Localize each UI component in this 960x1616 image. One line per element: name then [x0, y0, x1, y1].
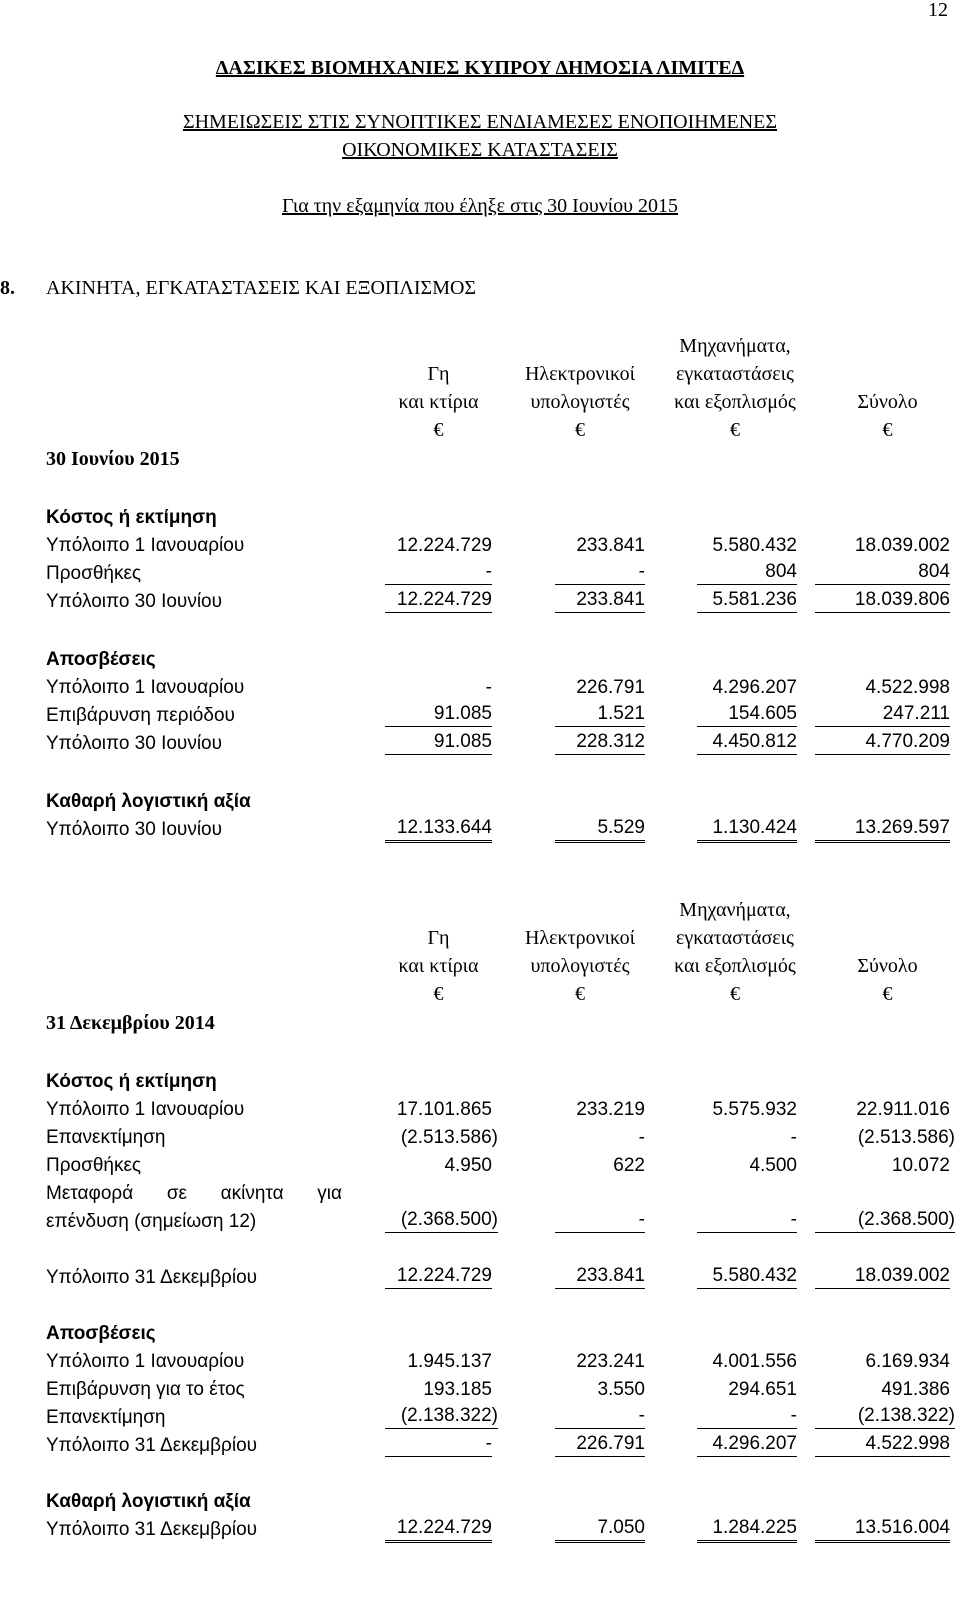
table-row [0, 1348, 960, 1376]
header-total: Σύνολο [857, 955, 918, 977]
header-machinery-line-1: Μηχανήματα, [679, 335, 791, 357]
cell-machinery: 5.580.432 [712, 535, 797, 556]
column-header-machinery [660, 896, 810, 1008]
column-header-machinery [660, 332, 810, 444]
cell-machinery: - [697, 1208, 797, 1233]
ppe-table-2014 [0, 896, 960, 1616]
cell-land: 12.224.729 [385, 1516, 492, 1543]
section-label: Κόστος ή εκτίμηση [46, 507, 217, 528]
cell-machinery: 1.284.225 [697, 1516, 797, 1543]
column-header-land [385, 924, 492, 1008]
cell-computers: 233.841 [555, 1264, 645, 1289]
cell-total: 804 [815, 560, 950, 585]
cell-land: 1.945.137 [407, 1351, 492, 1372]
row-label: Υπόλοιπο 1 Ιανουαρίου [46, 677, 245, 698]
cell-machinery: - [697, 1404, 797, 1429]
row-label: Υπόλοιπο 1 Ιανουαρίου [46, 1099, 245, 1120]
cell-machinery: 5.580.432 [697, 1264, 797, 1289]
section-title-net-book-value [0, 788, 960, 816]
table-row [0, 532, 960, 560]
section-title-cost [0, 1068, 960, 1096]
row-label: Επιβάρυνση για το έτος [46, 1379, 245, 1400]
cell-land: (2.368.500) [385, 1208, 498, 1233]
row-label: Επανεκτίμηση [46, 1127, 166, 1148]
cell-machinery: 1.130.424 [697, 816, 797, 843]
header-machinery-line-2: εγκαταστάσεις [676, 363, 794, 385]
header-total: Σύνολο [857, 391, 918, 413]
period-subtitle: Για την εξαμηνία που έληξε στις 30 Ιουνίου 2015 [281, 195, 679, 217]
cell-land: 12.133.644 [385, 816, 492, 843]
table-row [0, 1516, 960, 1544]
cell-land: - [385, 1432, 492, 1457]
cell-computers: 233.841 [576, 535, 645, 556]
cell-land: 12.224.729 [385, 588, 492, 613]
header-machinery-line-2: εγκαταστάσεις [676, 927, 794, 949]
header-land-line-2: και κτίρια [398, 391, 479, 413]
section-label: Κόστος ή εκτίμηση [46, 1071, 217, 1092]
cell-land: (2.513.586) [400, 1127, 498, 1148]
cell-total: 4.770.209 [815, 730, 950, 755]
document-title-line-1: ΣΗΜΕΙΩΣΕΙΣ ΣΤΙΣ ΣΥΝΟΠΤΙΚΕΣ ΕΝΔΙΑΜΕΣΕΣ ΕΝΟΠΟΙΗΜΕΝΕΣ [182, 111, 778, 133]
row-label-transfer-line-1 [46, 1180, 342, 1208]
table-row [0, 730, 960, 758]
row-label: Υπόλοιπο 31 Δεκεμβρίου [46, 1435, 258, 1456]
note-title: ΑΚΙΝΗΤΑ, ΕΓΚΑΤΑΣΤΑΣΕΙΣ ΚΑΙ ΕΞΟΠΛΙΣΜΟΣ [46, 277, 477, 299]
cell-machinery: - [790, 1127, 797, 1148]
cell-computers: 233.219 [576, 1099, 645, 1120]
section-title-net-book-value [0, 1488, 960, 1516]
currency-symbol: € [882, 419, 893, 441]
label-word: σε [166, 1183, 188, 1204]
cell-machinery: 4.500 [749, 1155, 797, 1176]
cell-total: 491.386 [881, 1379, 950, 1400]
header-computers-line-1: Ηλεκτρονικοί [524, 363, 636, 385]
cell-computers: 233.841 [555, 588, 645, 613]
section-title-depreciation [0, 1320, 960, 1348]
cell-land: (2.138.322) [385, 1404, 498, 1429]
cell-total: 4.522.998 [865, 677, 950, 698]
currency-symbol: € [575, 419, 585, 441]
header-machinery-line-3: και εξοπλισμός [674, 955, 796, 977]
table-row [0, 1208, 960, 1236]
table-row [0, 1432, 960, 1460]
document-title-line-2: ΟΙΚΟΝΟΜΙΚΕΣ ΚΑΤΑΣΤΑΣΕΙΣ [342, 139, 618, 161]
cell-total: 18.039.002 [854, 535, 950, 556]
cell-total: 18.039.806 [815, 588, 950, 613]
cell-machinery: 5.581.236 [697, 588, 797, 613]
cell-computers: - [638, 1127, 645, 1148]
table-row [0, 560, 960, 588]
cell-total: 22.911.016 [856, 1099, 950, 1120]
table-row [0, 1096, 960, 1124]
row-label: Επιβάρυνση περιόδου [46, 705, 235, 726]
table-row [0, 1180, 960, 1208]
header-computers-line-2: υπολογιστές [530, 955, 630, 977]
table-row [0, 1152, 960, 1180]
row-label: Υπόλοιπο 31 Δεκεμβρίου [46, 1519, 258, 1540]
currency-symbol: € [730, 983, 740, 1005]
cell-computers: - [555, 1404, 645, 1429]
cell-total: (2.138.322) [815, 1404, 955, 1429]
cell-total: 247.211 [815, 702, 950, 727]
cell-total: 10.072 [891, 1155, 950, 1176]
cell-total: (2.368.500) [815, 1208, 955, 1233]
currency-symbol: € [882, 983, 893, 1005]
cell-machinery: 4.001.556 [712, 1351, 797, 1372]
cell-total: (2.513.586) [857, 1127, 955, 1148]
cell-machinery: 5.575.932 [712, 1099, 797, 1120]
cell-computers: 3.550 [597, 1379, 645, 1400]
table-row [0, 702, 960, 730]
table-row [0, 1124, 960, 1152]
cell-computers: 228.312 [555, 730, 645, 755]
section-label: Αποσβέσεις [46, 1323, 156, 1344]
page-number: 12 [928, 0, 948, 21]
row-label: Υπόλοιπο 30 Ιουνίου [46, 733, 223, 754]
header-computers-line-1: Ηλεκτρονικοί [524, 927, 636, 949]
row-label: Προσθήκες [46, 1155, 142, 1176]
cell-computers: 5.529 [555, 816, 645, 843]
cell-computers: 7.050 [555, 1516, 645, 1543]
table-row [0, 588, 960, 616]
cell-land: - [385, 560, 492, 585]
cell-computers: 223.241 [576, 1351, 645, 1372]
table-date-2014: 31 Δεκεμβρίου 2014 [46, 1012, 215, 1034]
cell-total: 13.269.597 [815, 816, 950, 843]
cell-computers: 622 [613, 1155, 645, 1176]
cell-machinery: 294.651 [728, 1379, 797, 1400]
header-land-line-1: Γη [427, 363, 450, 385]
label-word: Μεταφορά [46, 1183, 134, 1204]
cell-machinery: 4.450.812 [697, 730, 797, 755]
row-label: Υπόλοιπο 30 Ιουνίου [46, 819, 223, 840]
row-label-transfer-line-2: επένδυση (σημείωση 12) [46, 1211, 257, 1232]
cell-computers: 226.791 [576, 677, 645, 698]
cell-land: 12.224.729 [385, 1264, 492, 1289]
section-label: Αποσβέσεις [46, 649, 156, 670]
row-label: Υπόλοιπο 1 Ιανουαρίου [46, 1351, 245, 1372]
company-name: ΔΑΣΙΚΕΣ ΒΙΟΜΗΧΑΝΙΕΣ ΚΥΠΡΟΥ ΔΗΜΟΣΙΑ ΛΙΜΙΤΕΔ [215, 57, 745, 79]
section-label: Καθαρή λογιστική αξία [46, 791, 251, 812]
row-label: Υπόλοιπο 1 Ιανουαρίου [46, 535, 245, 556]
row-label: Προσθήκες [46, 563, 142, 584]
section-title-depreciation [0, 646, 960, 674]
cell-computers: 226.791 [555, 1432, 645, 1457]
cell-land: 17.101.865 [396, 1099, 492, 1120]
cell-land: 91.085 [385, 730, 492, 755]
cell-machinery: 4.296.207 [697, 1432, 797, 1457]
table-row [0, 674, 960, 702]
column-header-computers [505, 360, 655, 444]
row-label: Επανεκτίμηση [46, 1407, 166, 1428]
table-row [0, 1376, 960, 1404]
cell-land: - [485, 677, 492, 698]
header-machinery-line-1: Μηχανήματα, [679, 899, 791, 921]
section-title-cost [0, 504, 960, 532]
table-row [0, 816, 960, 844]
label-word: ακίνητα [220, 1183, 284, 1204]
cell-land: 12.224.729 [396, 535, 492, 556]
header-computers-line-2: υπολογιστές [530, 391, 630, 413]
cell-total: 13.516.004 [815, 1516, 950, 1543]
cell-computers: - [555, 560, 645, 585]
cell-total: 6.169.934 [865, 1351, 950, 1372]
cell-machinery: 4.296.207 [712, 677, 797, 698]
column-header-computers [505, 924, 655, 1008]
label-word: για [317, 1183, 342, 1204]
header-land-line-1: Γη [427, 927, 450, 949]
cell-land: 91.085 [385, 702, 492, 727]
column-header-land [385, 360, 492, 444]
cell-land: 193.185 [423, 1379, 492, 1400]
cell-computers: - [555, 1208, 645, 1233]
column-header-total [830, 952, 945, 1008]
header-machinery-line-3: και εξοπλισμός [674, 391, 796, 413]
table-row [0, 1404, 960, 1432]
column-header-total [830, 388, 945, 444]
table-date-2015: 30 Ιουνίου 2015 [46, 448, 180, 470]
header-land-line-2: και κτίρια [398, 955, 479, 977]
table-row [0, 1264, 960, 1292]
cell-computers: 1.521 [555, 702, 645, 727]
note-number: 8. [0, 277, 15, 299]
cell-machinery: 154.605 [697, 702, 797, 727]
cell-total: 4.522.998 [815, 1432, 950, 1457]
row-label: Υπόλοιπο 31 Δεκεμβρίου [46, 1267, 258, 1288]
currency-symbol: € [575, 983, 585, 1005]
currency-symbol: € [730, 419, 740, 441]
cell-land: 4.950 [444, 1155, 492, 1176]
currency-symbol: € [433, 419, 444, 441]
cell-machinery: 804 [697, 560, 797, 585]
row-label: Υπόλοιπο 30 Ιουνίου [46, 591, 223, 612]
currency-symbol: € [433, 983, 444, 1005]
cell-total: 18.039.002 [815, 1264, 950, 1289]
section-label: Καθαρή λογιστική αξία [46, 1491, 251, 1512]
